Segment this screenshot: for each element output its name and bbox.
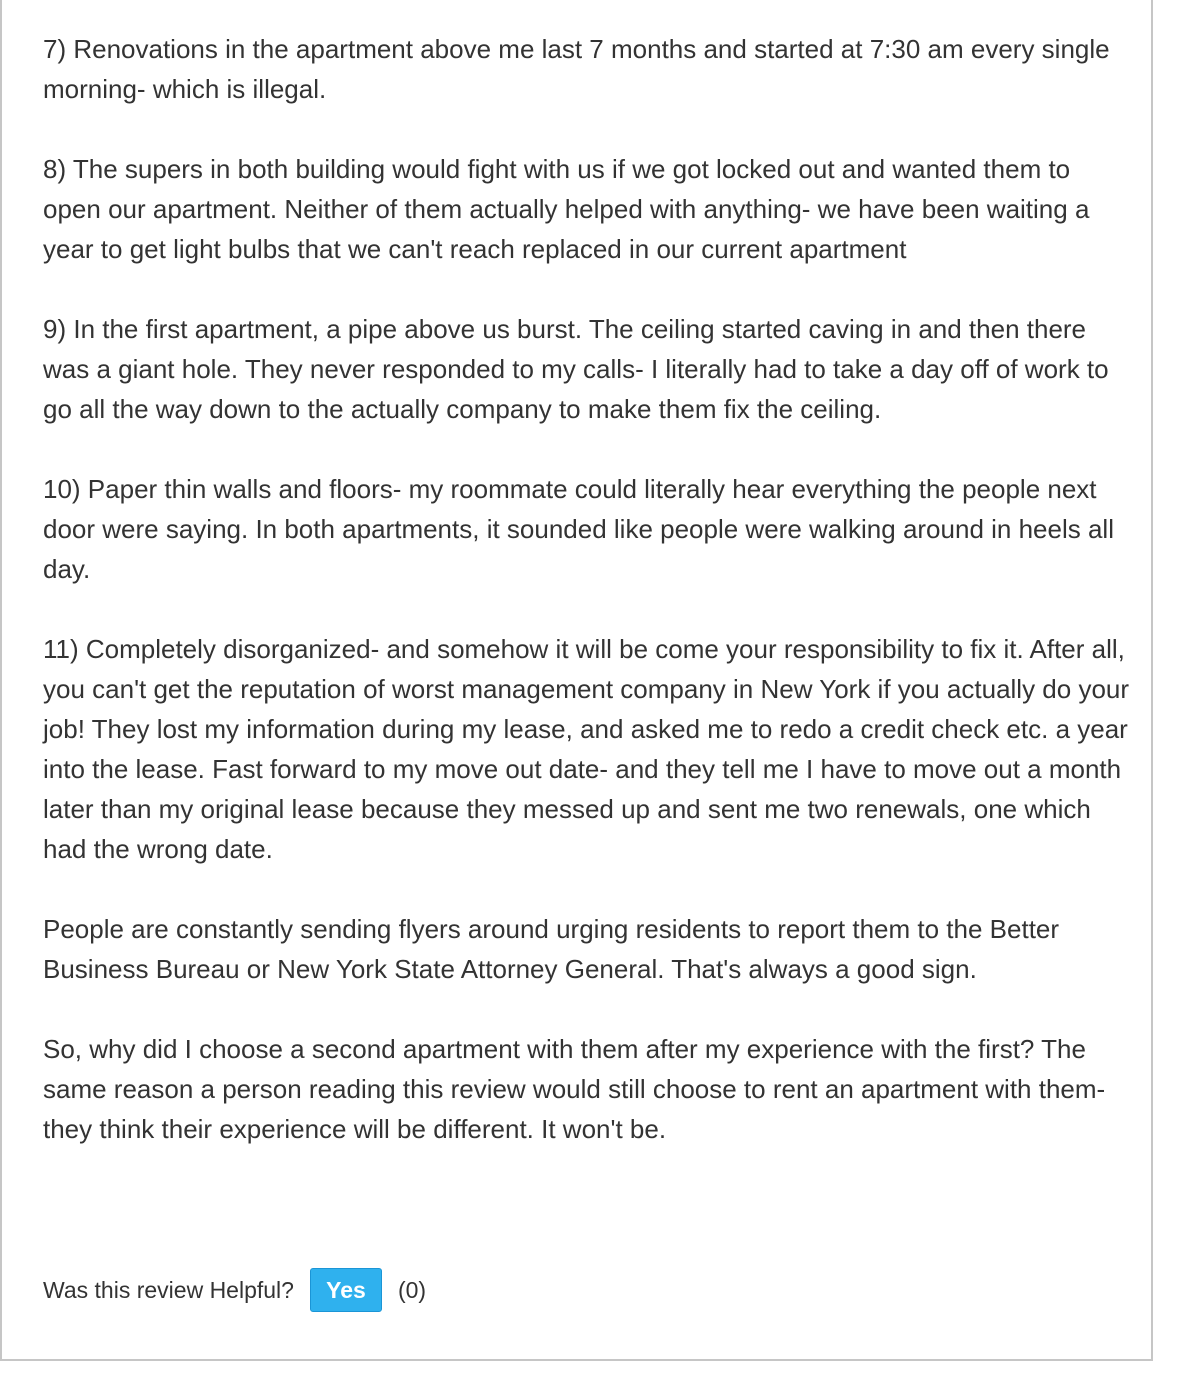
review-paragraph-flyers: People are constantly sending flyers around urging residents to report them to the Better Business Bureau or New York State Attorney General. That's always a good sign. <box>43 914 1060 984</box>
review-paragraph-conclusion: So, why did I choose a second apartment with them after my experience with the first? The same reason a person reading this review would still choose to rent an apartment with them- they think their experience will be different. It won't be. <box>43 1034 1106 1144</box>
helpful-question: Was this review Helpful? <box>43 1276 294 1303</box>
review-paragraph-supers: 8) The supers in both building would fight with us if we got locked out and wanted them to open our apartment. Neither of them actually helped with anything- we have been waiting a year to get light bulbs that we can't reach replaced in our current apartment <box>43 154 1090 264</box>
review-body <box>43 29 1133 1189</box>
review-paragraph-thin-walls: 10) Paper thin walls and floors- my roommate could literally hear everything the people next door were saying. In both apartments, it sounded like people were walking around in heels all day. <box>43 474 1114 584</box>
helpful-count: (0) <box>397 1276 427 1303</box>
review-paragraph-disorganized: 11) Completely disorganized- and somehow it will be come your responsibility to fix it. After all, you can't get the reputation of worst management company in New York if you actually do your job! They lost my information during my lease, and asked me to redo a credit check etc. a year into the lease. Fast forward to my move out date- and they tell me I have to move out a month later than my original lease because they messed up and sent me two renewals, one which had the wrong date. <box>43 634 1130 864</box>
review-paragraph-renovations: 7) Renovations in the apartment above me last 7 months and started at 7:30 am every single morning- which is illegal. <box>43 34 1110 104</box>
yes-button[interactable]: Yes <box>310 1268 382 1312</box>
helpful-row <box>43 1268 426 1312</box>
review-paragraph-pipe-burst: 9) In the first apartment, a pipe above us burst. The ceiling started caving in and then there was a giant hole. They never responded to my calls- I literally had to take a day off of work to go all the way down to the actually company to make them fix the ceiling. <box>43 314 1109 424</box>
